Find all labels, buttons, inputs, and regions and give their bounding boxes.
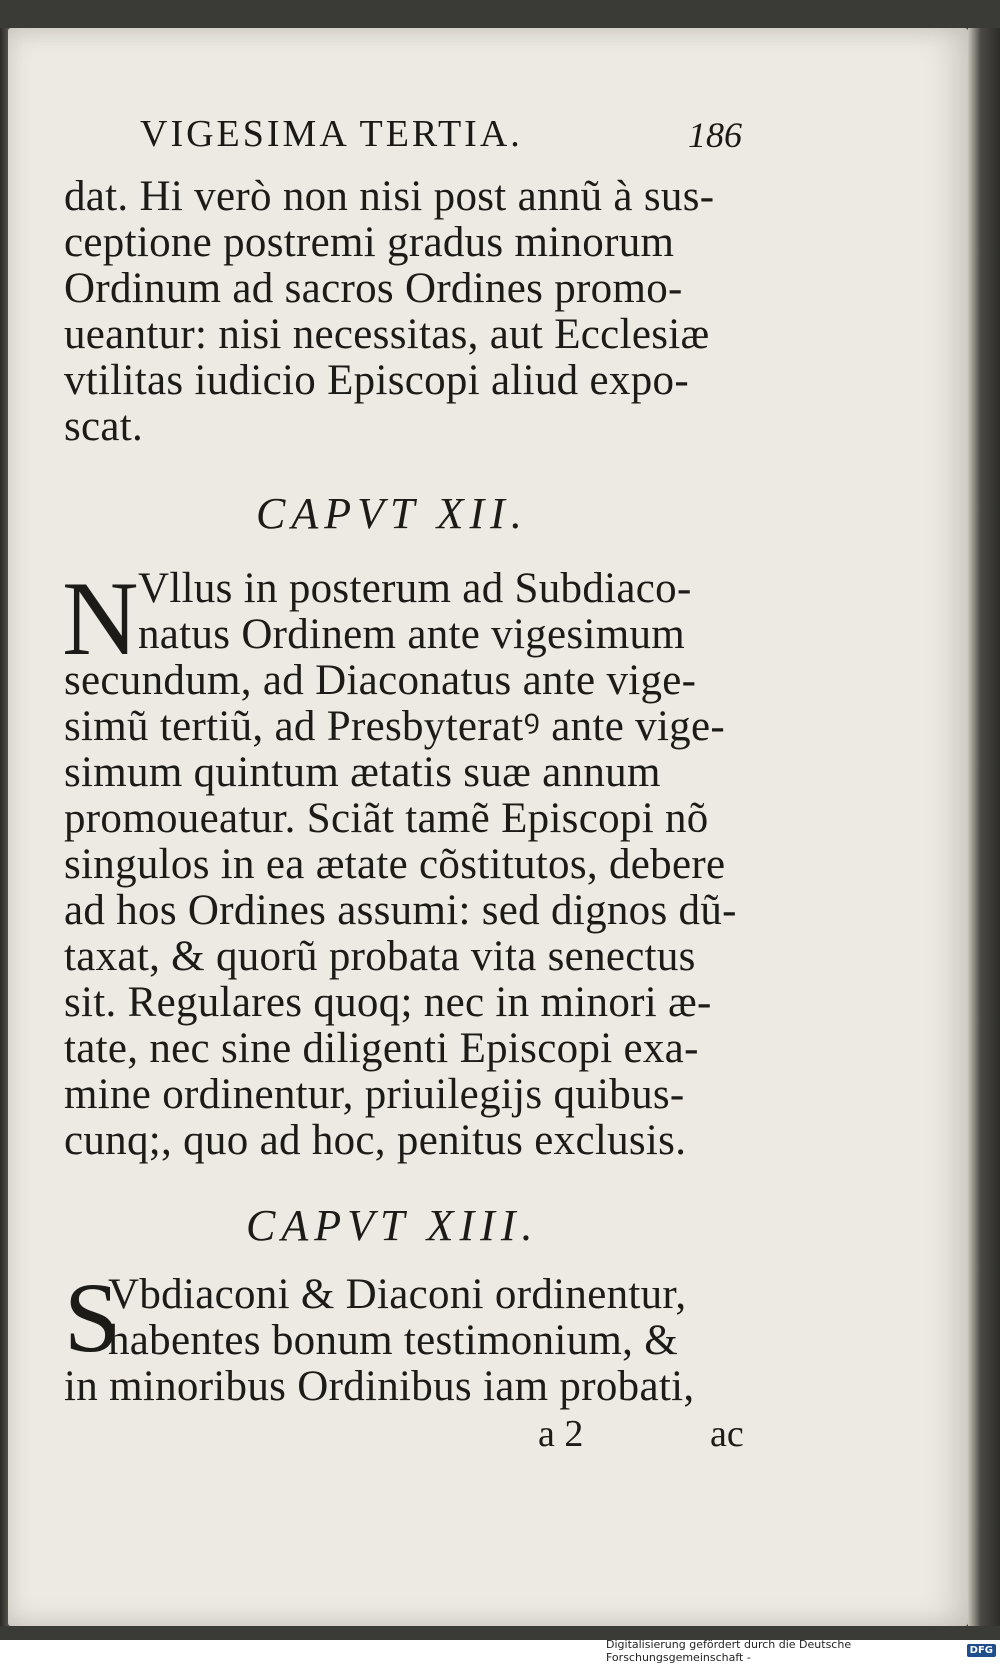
- text-line: simum quintum ætatis suæ annum: [64, 749, 661, 796]
- drop-initial: N: [62, 560, 139, 677]
- text-line: Vllus in posterum ad Subdiaco-: [138, 565, 692, 612]
- text-line: in minoribus Ordinibus iam probati,: [64, 1363, 695, 1410]
- page-edge: [968, 28, 1000, 1626]
- chapter-heading: CAPVT XII.: [256, 489, 528, 538]
- text-line: simũ tertiũ, ad Presbyteratꝰ ante vige-: [64, 703, 725, 750]
- text-line: ad hos Ordines assumi: sed dignos dũ-: [64, 887, 737, 934]
- text-line: scat.: [64, 403, 144, 450]
- text-line: ueantur: nisi necessitas, aut Ecclesiæ: [64, 311, 710, 358]
- running-head: VIGESIMA TERTIA.: [140, 113, 523, 155]
- digitization-credit: [606, 1637, 1000, 1664]
- text-line: promoueatur. Sciãt tamẽ Episcopi nõ: [64, 795, 709, 842]
- text-line: dat. Hi verò non nisi post annũ à sus-: [64, 173, 715, 220]
- text-line: natus Ordinem ante vigesimum: [138, 611, 685, 658]
- chapter-heading: CAPVT XIII.: [246, 1201, 539, 1250]
- text-line: Vbdiaconi & Diaconi ordinentur,: [108, 1271, 687, 1318]
- drop-initial: S: [64, 1262, 120, 1373]
- text-line: secundum, ad Diaconatus ante vige-: [64, 657, 697, 704]
- text-line: mine ordinentur, priuilegijs quibus-: [64, 1071, 685, 1118]
- text-line: sit. Regulares quoq; nec in minori æ-: [64, 979, 712, 1026]
- page-number: 186: [688, 115, 742, 155]
- catchword: ac: [710, 1413, 744, 1455]
- text-line: tate, nec sine diligenti Episcopi exa-: [64, 1025, 699, 1072]
- text-line: singulos in ea ætate cõstitutos, debere: [64, 841, 726, 888]
- signature-mark: a 2: [538, 1413, 584, 1455]
- text-line: cunq;, quo ad hoc, penitus exclusis.: [64, 1117, 687, 1164]
- text-line: taxat, & quorũ probata vita senectus: [64, 933, 696, 980]
- text-line: habentes bonum testimonium, &: [108, 1317, 679, 1364]
- text-line: vtilitas iudicio Episcopi aliud expo-: [64, 357, 689, 404]
- text-line: ceptione postremi gradus minorum: [64, 219, 675, 266]
- text-line: Ordinum ad sacros Ordines promo-: [64, 265, 683, 312]
- dfg-logo: DFG: [967, 1644, 996, 1657]
- credit-text: Digitalisierung gefördert durch die Deutsche Forschungsgemeinschaft -: [606, 1637, 852, 1664]
